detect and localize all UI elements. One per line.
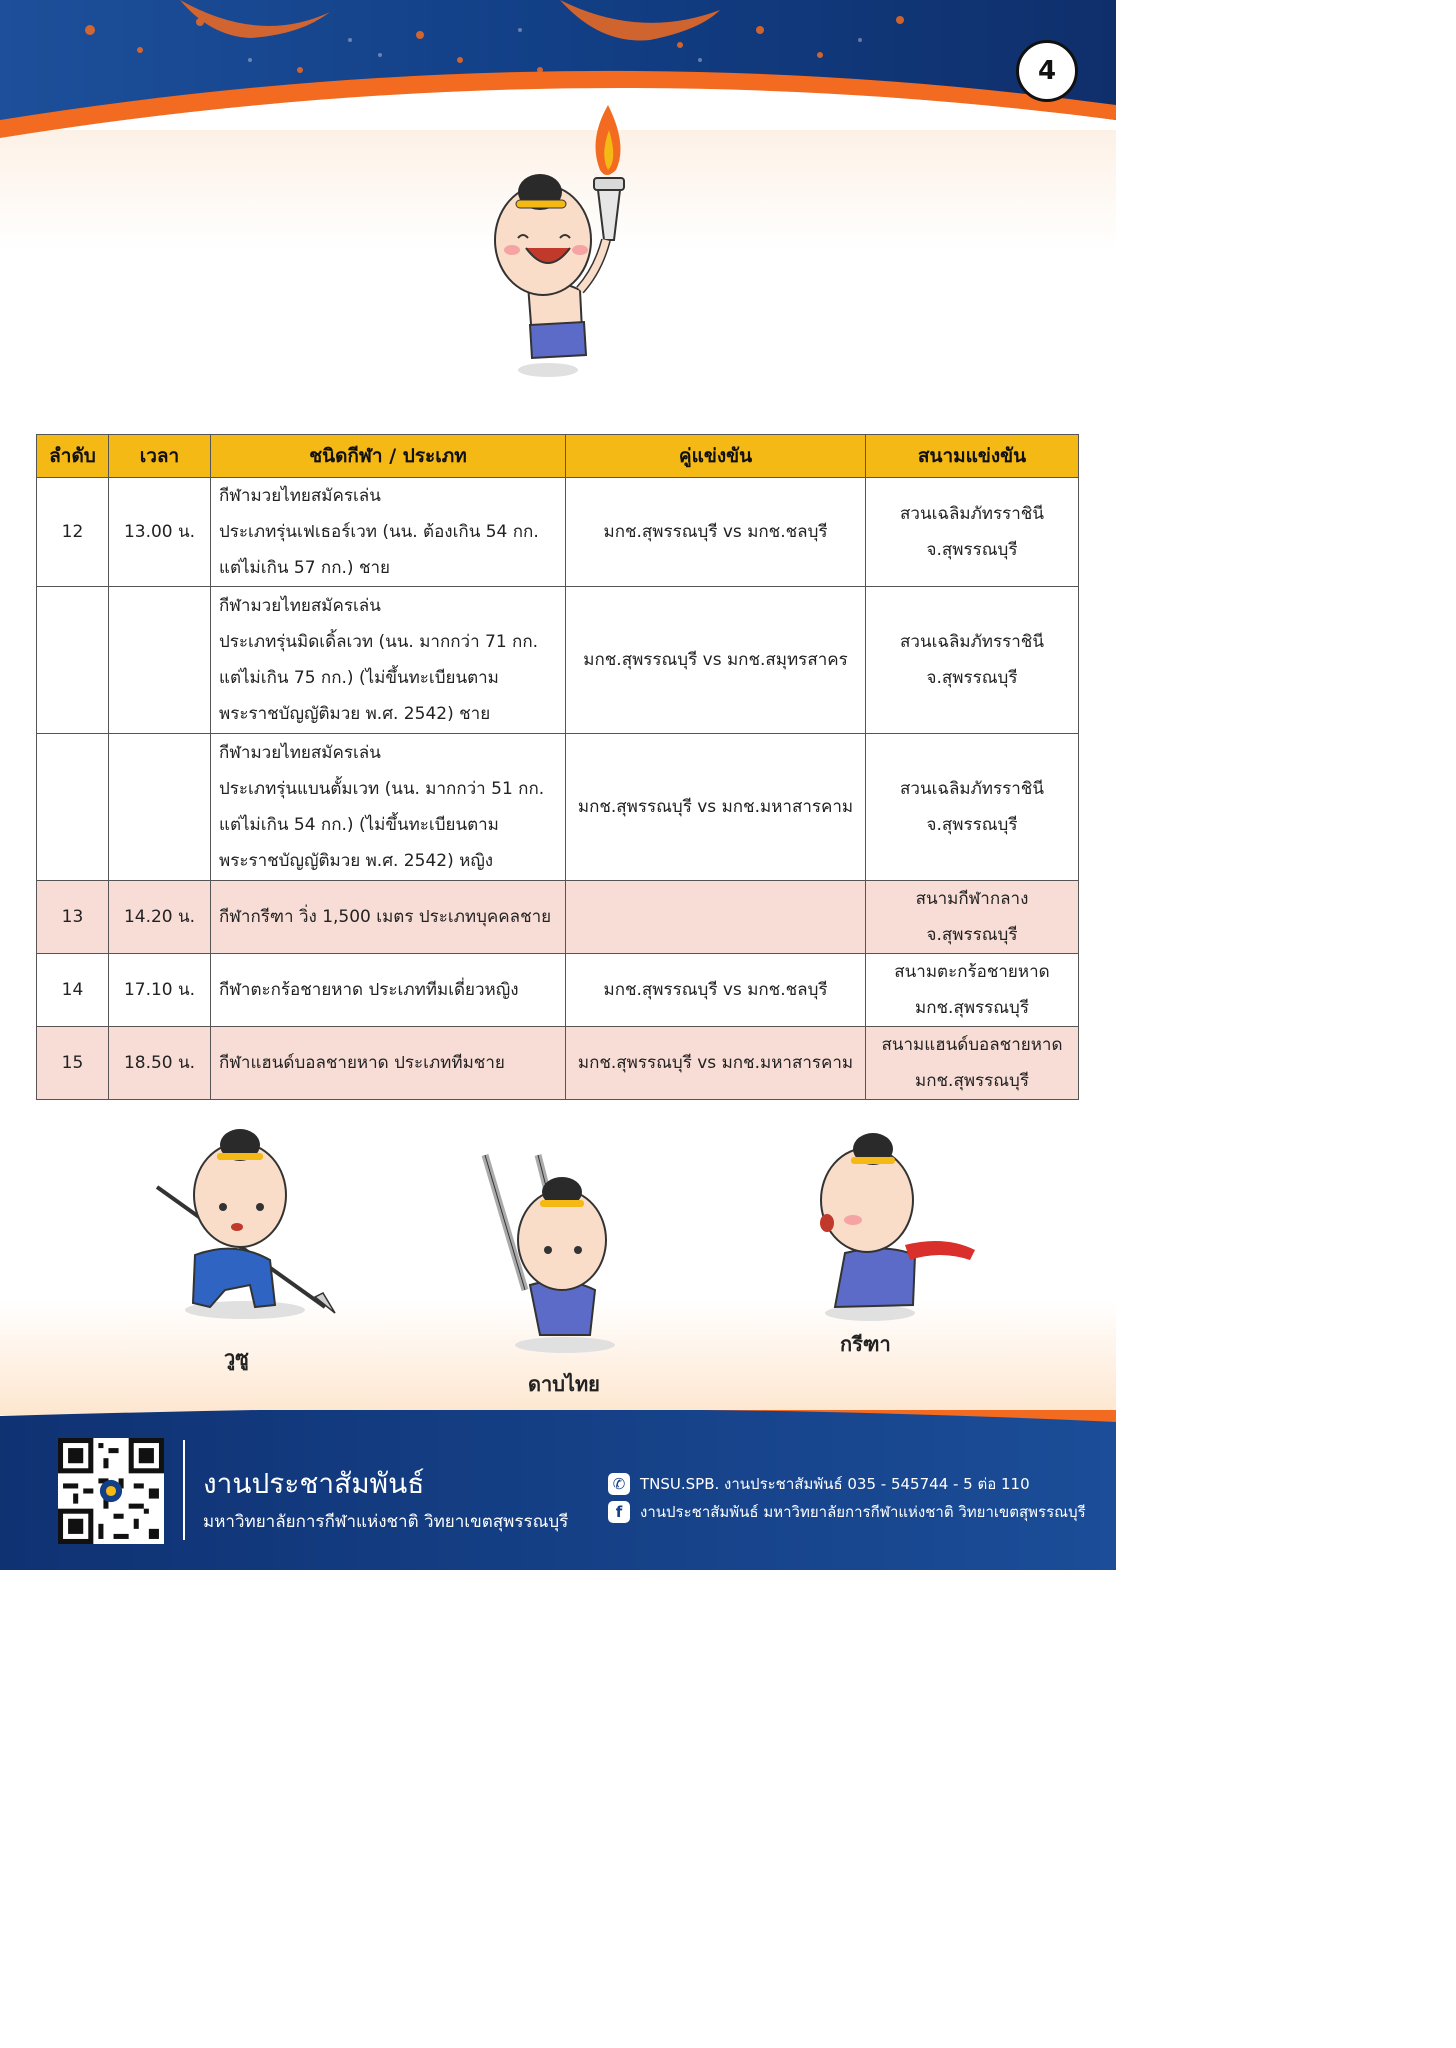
venue-line: สนามตะกร้อชายหาด <box>894 962 1050 982</box>
sport-line: กีฬาแฮนด์บอลชายหาด ประเภททีมชาย <box>219 1053 505 1073</box>
qr-code[interactable] <box>58 1438 164 1544</box>
sport-line: แต่ไม่เกิน 75 กก.) (ไม่ขึ้นทะเบียนตาม <box>219 668 499 688</box>
sport-line: กีฬากรีฑา วิ่ง 1,500 เมตร ประเภทบุคคลชาย <box>219 907 552 927</box>
sport-line: กีฬามวยไทยสมัครเล่น <box>219 596 381 616</box>
venue-line: จ.สุพรรณบุรี <box>926 925 1018 945</box>
table-row <box>37 881 1079 954</box>
header-order: ลำดับ <box>37 435 109 478</box>
sport-line: กีฬาตะกร้อชายหาด ประเภททีมเดี่ยวหญิง <box>219 980 519 1000</box>
row-venue <box>866 881 1079 954</box>
venue-line: สนามกีฬากลาง <box>915 889 1029 909</box>
footer-divider <box>183 1440 185 1540</box>
table-row <box>37 1027 1079 1100</box>
venue-line: จ.สุพรรณบุรี <box>926 668 1018 688</box>
header-venue: สนามแข่งขัน <box>866 435 1079 478</box>
row-sport <box>211 881 566 954</box>
header-sport: ชนิดกีฬา / ประเภท <box>211 435 566 478</box>
row-match: มกช.สุพรรณบุรี vs มกช.มหาสารคาม <box>566 734 866 881</box>
facebook-text[interactable]: งานประชาสัมพันธ์ มหาวิทยาลัยการกีฬาแห่งชาติ วิทยาเขตสุพรรณบุรี <box>640 1503 1086 1521</box>
facebook-contact[interactable] <box>608 1500 1086 1524</box>
header-match: คู่แข่งขัน <box>566 435 866 478</box>
row-order <box>37 587 109 734</box>
row-match: มกช.สุพรรณบุรี vs มกช.มหาสารคาม <box>566 1027 866 1100</box>
sport-line: แต่ไม่เกิน 57 กก.) ชาย <box>219 558 390 578</box>
row-time <box>109 587 211 734</box>
phone-contact <box>608 1472 1030 1496</box>
row-match <box>566 881 866 954</box>
sport-line: ประเภทรุ่นแบนตั้มเวท (นน. มากกว่า 51 กก. <box>219 779 545 799</box>
sport-line: พระราชบัญญัติมวย พ.ศ. 2542) หญิง <box>219 851 494 871</box>
row-time: 14.20 น. <box>109 881 211 954</box>
row-order: 12 <box>37 478 109 587</box>
venue-line: จ.สุพรรณบุรี <box>926 815 1018 835</box>
table-header-row <box>37 435 1079 478</box>
venue-line: สวนเฉลิมภัทรราชินี <box>900 779 1044 799</box>
torch-mascot <box>488 100 638 390</box>
row-venue <box>866 734 1079 881</box>
row-venue <box>866 1027 1079 1100</box>
sport-line: กีฬามวยไทยสมัครเล่น <box>219 743 381 763</box>
sport-line: ประเภทรุ่นมิดเดิ้ลเวท (นน. มากกว่า 71 กก. <box>219 632 539 652</box>
row-sport <box>211 1027 566 1100</box>
row-sport <box>211 478 566 587</box>
row-sport <box>211 734 566 881</box>
row-venue <box>866 478 1079 587</box>
row-match: มกช.สุพรรณบุรี vs มกช.ชลบุรี <box>566 478 866 587</box>
row-time: 13.00 น. <box>109 478 211 587</box>
row-order: 15 <box>37 1027 109 1100</box>
footer-subtitle: มหาวิทยาลัยการกีฬาแห่งชาติ วิทยาเขตสุพรรณบุรี <box>203 1512 569 1532</box>
row-order: 13 <box>37 881 109 954</box>
footer-title: งานประชาสัมพันธ์ <box>203 1467 425 1500</box>
venue-line: สนามแฮนด์บอลชายหาด <box>881 1035 1063 1055</box>
row-venue <box>866 587 1079 734</box>
venue-line: มกช.สุพรรณบุรี <box>915 1071 1029 1091</box>
row-order: 14 <box>37 954 109 1027</box>
venue-line: จ.สุพรรณบุรี <box>926 540 1018 560</box>
table-row <box>37 734 1079 881</box>
header-time: เวลา <box>109 435 211 478</box>
row-time: 18.50 น. <box>109 1027 211 1100</box>
phone-text: TNSU.SPB. งานประชาสัมพันธ์ 035 - 545744 - 5 ต่อ 110 <box>640 1475 1030 1493</box>
sport-line: กีฬามวยไทยสมัครเล่น <box>219 486 381 506</box>
row-sport <box>211 587 566 734</box>
venue-line: สวนเฉลิมภัทรราชินี <box>900 504 1044 524</box>
table-row <box>37 478 1079 587</box>
row-order <box>37 734 109 881</box>
sport-line: แต่ไม่เกิน 54 กก.) (ไม่ขึ้นทะเบียนตาม <box>219 815 499 835</box>
table-row <box>37 954 1079 1027</box>
wushu-mascot <box>155 1125 340 1325</box>
sport-line: พระราชบัญญัติมวย พ.ศ. 2542) ชาย <box>219 704 491 724</box>
phone-icon: ✆ <box>608 1473 630 1495</box>
table-row <box>37 587 1079 734</box>
sword-caption: ดาบไทย <box>528 1372 600 1396</box>
row-venue <box>866 954 1079 1027</box>
page-number: 4 <box>1016 40 1078 102</box>
wushu-caption: วูซู <box>224 1346 249 1370</box>
row-match: มกช.สุพรรณบุรี vs มกช.ชลบุรี <box>566 954 866 1027</box>
row-match: มกช.สุพรรณบุรี vs มกช.สมุทรสาคร <box>566 587 866 734</box>
facebook-icon: f <box>608 1501 630 1523</box>
athletics-mascot <box>805 1125 985 1325</box>
athletics-caption: กรีฑา <box>840 1332 891 1356</box>
venue-line: สวนเฉลิมภัทรราชินี <box>900 632 1044 652</box>
row-time <box>109 734 211 881</box>
venue-line: มกช.สุพรรณบุรี <box>915 998 1029 1018</box>
row-time: 17.10 น. <box>109 954 211 1027</box>
row-sport <box>211 954 566 1027</box>
sport-line: ประเภทรุ่นเฟเธอร์เวท (นน. ต้องเกิน 54 กก. <box>219 522 539 542</box>
sword-mascot <box>470 1150 640 1360</box>
schedule-table <box>36 434 1079 1100</box>
